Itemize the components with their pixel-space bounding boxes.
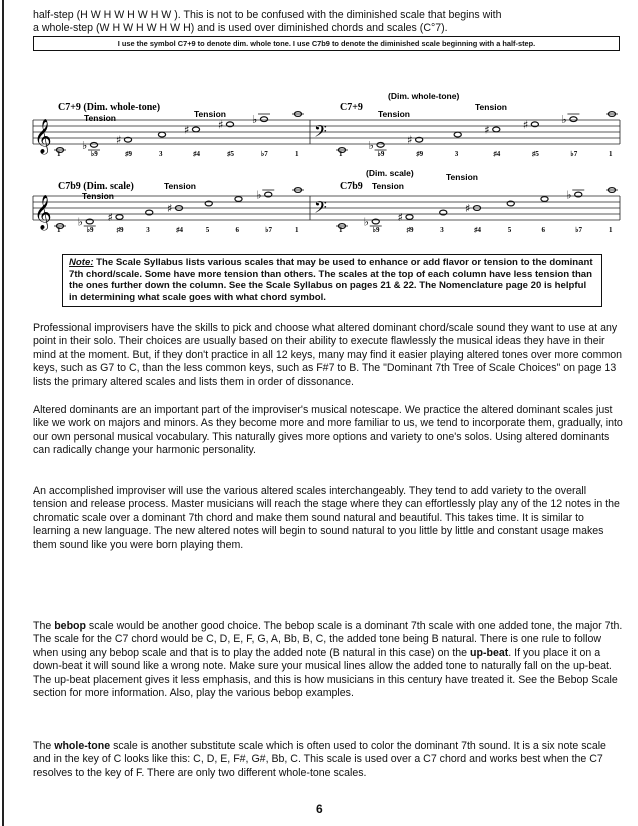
bottom-left-accidental: ♯ xyxy=(107,211,113,224)
top-right-degree-label: ♭9 xyxy=(377,150,385,158)
paragraph-1: Professional improvisers have the skills to pick and choose what altered dominant chord/scale sound they want to use at any point in their solo. Their choices are usually based on their ability to execute flawlessly the musical ideas they have in their mind at the moment. But, if they don't practice in all 12 keys, many may find it easier playing altered tones over more common keys, such as G7 to C, than the less common keys, such as F#7 to B. The "Dominant 7th Tree of Scale Choices" on page 13 lists the primary altered scales and lists them in order of dissonance. xyxy=(33,322,623,388)
bottom-left-tension-1: Tension xyxy=(82,191,114,201)
p5-pre: The xyxy=(33,740,55,752)
bottom-left-degree-label: 6 xyxy=(235,226,239,234)
top-left-accidental: ♯ xyxy=(218,118,224,132)
bottom-right-degree-label: ♯4 xyxy=(474,226,481,234)
p5-bold-wholetone: whole-tone xyxy=(54,740,111,752)
bottom-left-note-head xyxy=(235,197,242,202)
bottom-right-accidental: ♭ xyxy=(566,188,572,202)
paragraph-3: An accomplished improviser will use the various altered scales interchangeably. They tend to add variety to the overall tension and release process. Master musicians will reach the stage where they can effortlessly play any of the 12 notes in the chromatic scale over a dominant 7th chord and make them sound natural and beautiful. This takes time. It is similar to learning a new language. The new altered notes will begin to sound natural to you little by little and constant usage makes them sound like you were born playing them. xyxy=(33,485,620,551)
bottom-left-accidental: ♭ xyxy=(256,188,262,202)
treble-clef-icon: 𝄞 xyxy=(34,195,52,230)
top-right-accidental: ♯ xyxy=(522,118,529,132)
top-left-tension-1: Tension xyxy=(84,113,116,123)
bottom-left-tension-2: Tension xyxy=(164,181,196,191)
bottom-right-note-head xyxy=(541,197,548,202)
bottom-left-degree-label: 1 xyxy=(57,226,61,234)
top-right-degree-label: ♭7 xyxy=(570,150,578,158)
page-number: 6 xyxy=(316,802,323,816)
top-right-note-head xyxy=(493,127,500,132)
top-left-degree-label: ♭9 xyxy=(91,150,98,158)
top-right-degree-label: ♯4 xyxy=(493,150,501,158)
top-right-note-head xyxy=(570,117,577,122)
top-right-accidental: ♭ xyxy=(368,138,374,152)
top-right-header: (Dim. whole-tone) xyxy=(388,91,460,101)
top-left-accidental: ♯ xyxy=(184,123,190,137)
top-right-tension-2: Tension xyxy=(475,102,507,112)
intro-line-2: a whole-step (W H W H W H W H) and is used over diminished chords and scales (C°7). xyxy=(33,22,448,34)
bottom-right-degree-label: ♯9 xyxy=(406,226,414,234)
top-left-degree-label: 1 xyxy=(295,150,299,158)
top-left-tension-2: Tension xyxy=(194,109,226,119)
p4-mid: scale would be another good choice. The bebop scale is a dominant 7th scale with one added tone, the major 7th. The scale for the C7 chord would be C, D, E, F, G, A, Bb, B, C, the added tone being B natural. There is one rule to follow when using any bebop scale and that is to play the added note (B natural in this case) on the xyxy=(33,620,623,659)
top-left-chord-label: C7+9 (Dim. whole-tone) xyxy=(58,102,161,113)
top-right-accidental: ♯ xyxy=(484,123,490,137)
top-left-degree-label: ♯9 xyxy=(125,150,132,158)
bottom-left-degree-label: 3 xyxy=(146,226,150,234)
top-right-chord-label: C7+9 xyxy=(340,102,363,113)
bottom-right-accidental: ♯ xyxy=(397,211,403,224)
symbol-note-box: I use the symbol C7+9 to denote dim. whole tone. I use C7b9 to denote the diminished scale beginning with a half-step. xyxy=(33,36,620,51)
top-right-degree-label: ♯5 xyxy=(531,150,539,158)
bottom-left-degree-label: ♭9 xyxy=(86,226,94,234)
top-right-tension-1: Tension xyxy=(378,109,410,119)
p4-bold-bebop: bebop xyxy=(54,620,86,632)
top-left-note-head xyxy=(192,127,199,132)
bottom-right-degree-label: 6 xyxy=(541,226,545,234)
paragraph-2: Altered dominants are an important part of the improviser's musical notescape. We practice the altered dominant scales just like we work on majors and minors. As they become more and more familiar to us, we tend to incorporate them, gradually, into our own personal musical vocabulary. This naturally gives more options and variety to one's solos. Using altered dominants can radically change your harmonic personality. xyxy=(33,404,623,457)
top-staff xyxy=(33,112,620,155)
bottom-left-degree-label: ♭7 xyxy=(265,226,273,234)
bottom-right-degree-label: ♭9 xyxy=(372,226,380,234)
top-right-accidental: ♯ xyxy=(407,133,413,147)
paragraph-5 xyxy=(33,740,623,780)
bottom-left-chord-label: C7b9 (Dim. scale) xyxy=(58,181,134,192)
top-left-note-head xyxy=(158,132,165,137)
bottom-left-degree-label: ♯4 xyxy=(176,226,183,234)
bottom-right-degree-label: 1 xyxy=(609,226,613,234)
top-left-degree-label: ♯5 xyxy=(227,150,234,158)
treble-clef-icon: 𝄞 xyxy=(34,119,52,154)
music-examples xyxy=(0,0,638,250)
bottom-left-degree-label: ♯9 xyxy=(116,226,124,234)
bottom-right-tension-2: Tension xyxy=(446,172,478,182)
top-left-note-head xyxy=(260,117,267,122)
bottom-right-note-head xyxy=(406,215,413,220)
bottom-left-degree-label: 5 xyxy=(205,226,210,234)
bottom-right-degree-label: 3 xyxy=(440,226,444,234)
bottom-right-tension-1: Tension xyxy=(372,181,404,191)
top-left-degree-label: 3 xyxy=(159,150,163,158)
note-box xyxy=(62,254,602,307)
p4-bold-upbeat: up-beat xyxy=(470,646,509,659)
note-label: Note: xyxy=(69,257,94,268)
bottom-right-degree-label: 5 xyxy=(507,226,512,234)
top-left-degree-label: ♯4 xyxy=(193,150,200,158)
top-left-degree-label: 1 xyxy=(57,150,61,158)
p5-post: scale is another substitute scale which is often used to color the dominant 7th sound. It is a six note scale and in the key of C looks like this: C, D, E, F#, G#, Bb, C. This scale is used over a C7 chord and works best when the C7 resolves to the key of F. There are only two different whole-tone scales. xyxy=(33,740,606,779)
top-left-accidental: ♭ xyxy=(82,138,88,152)
bottom-right-header: (Dim. scale) xyxy=(366,168,414,178)
paragraph-4 xyxy=(33,620,623,700)
top-right-accidental: ♭ xyxy=(561,113,567,127)
bottom-right-accidental: ♯ xyxy=(465,202,471,215)
intro-line-1: half-step (H W H W H W H W ). This is not to be confused with the diminished scale that begins with xyxy=(33,9,502,21)
p4-post: . If you place it on a down-beat it will sound like a wrong note. Make sure your musical lines allow the added tone to naturally fall on the up-beat. The up-beat placement gives it less emphasis, and this is how musicians in this century have treated it. See the Bebop Scale section for more information. Also, play the various bebop examples. xyxy=(33,646,618,700)
top-left-accidental: ♯ xyxy=(116,133,122,147)
top-left-note-head xyxy=(90,142,97,147)
top-right-note-head xyxy=(377,142,384,147)
note-text: The Scale Syllabus lists various scales that may be used to enhance or add flavor or tension to the dominant 7th chord/scale. Some have more tension than others. The scales at the top of each column have less tension than the ones further down the column. See the Scale Syllabus on pages 21 & 22. The Nomenclature page 20 is helpful in determining what scale goes with what chord symbol. xyxy=(69,257,593,303)
top-left-degree-label: ♭7 xyxy=(261,150,268,158)
bottom-staff xyxy=(33,188,620,231)
bottom-left-note-head xyxy=(116,215,123,220)
top-right-degree-label: 3 xyxy=(454,150,459,158)
bottom-right-degree-label: 1 xyxy=(339,226,343,234)
bass-clef-icon: 𝄢 xyxy=(314,121,327,145)
bottom-right-accidental: ♭ xyxy=(363,215,369,229)
bass-clef-icon: 𝄢 xyxy=(314,197,327,221)
bottom-left-accidental: ♯ xyxy=(167,202,173,215)
bottom-left-accidental: ♭ xyxy=(77,215,83,229)
p4-pre: The xyxy=(33,620,55,632)
top-right-degree-label: 1 xyxy=(609,150,613,158)
top-right-degree-label: 1 xyxy=(339,150,343,158)
top-right-degree-label: ♯9 xyxy=(416,150,424,158)
top-left-accidental: ♭ xyxy=(252,113,258,127)
bottom-left-degree-label: 1 xyxy=(295,226,299,234)
bottom-right-chord-label: C7b9 xyxy=(340,181,363,192)
top-right-note-head xyxy=(454,132,461,137)
bottom-right-degree-label: ♭7 xyxy=(575,226,583,234)
